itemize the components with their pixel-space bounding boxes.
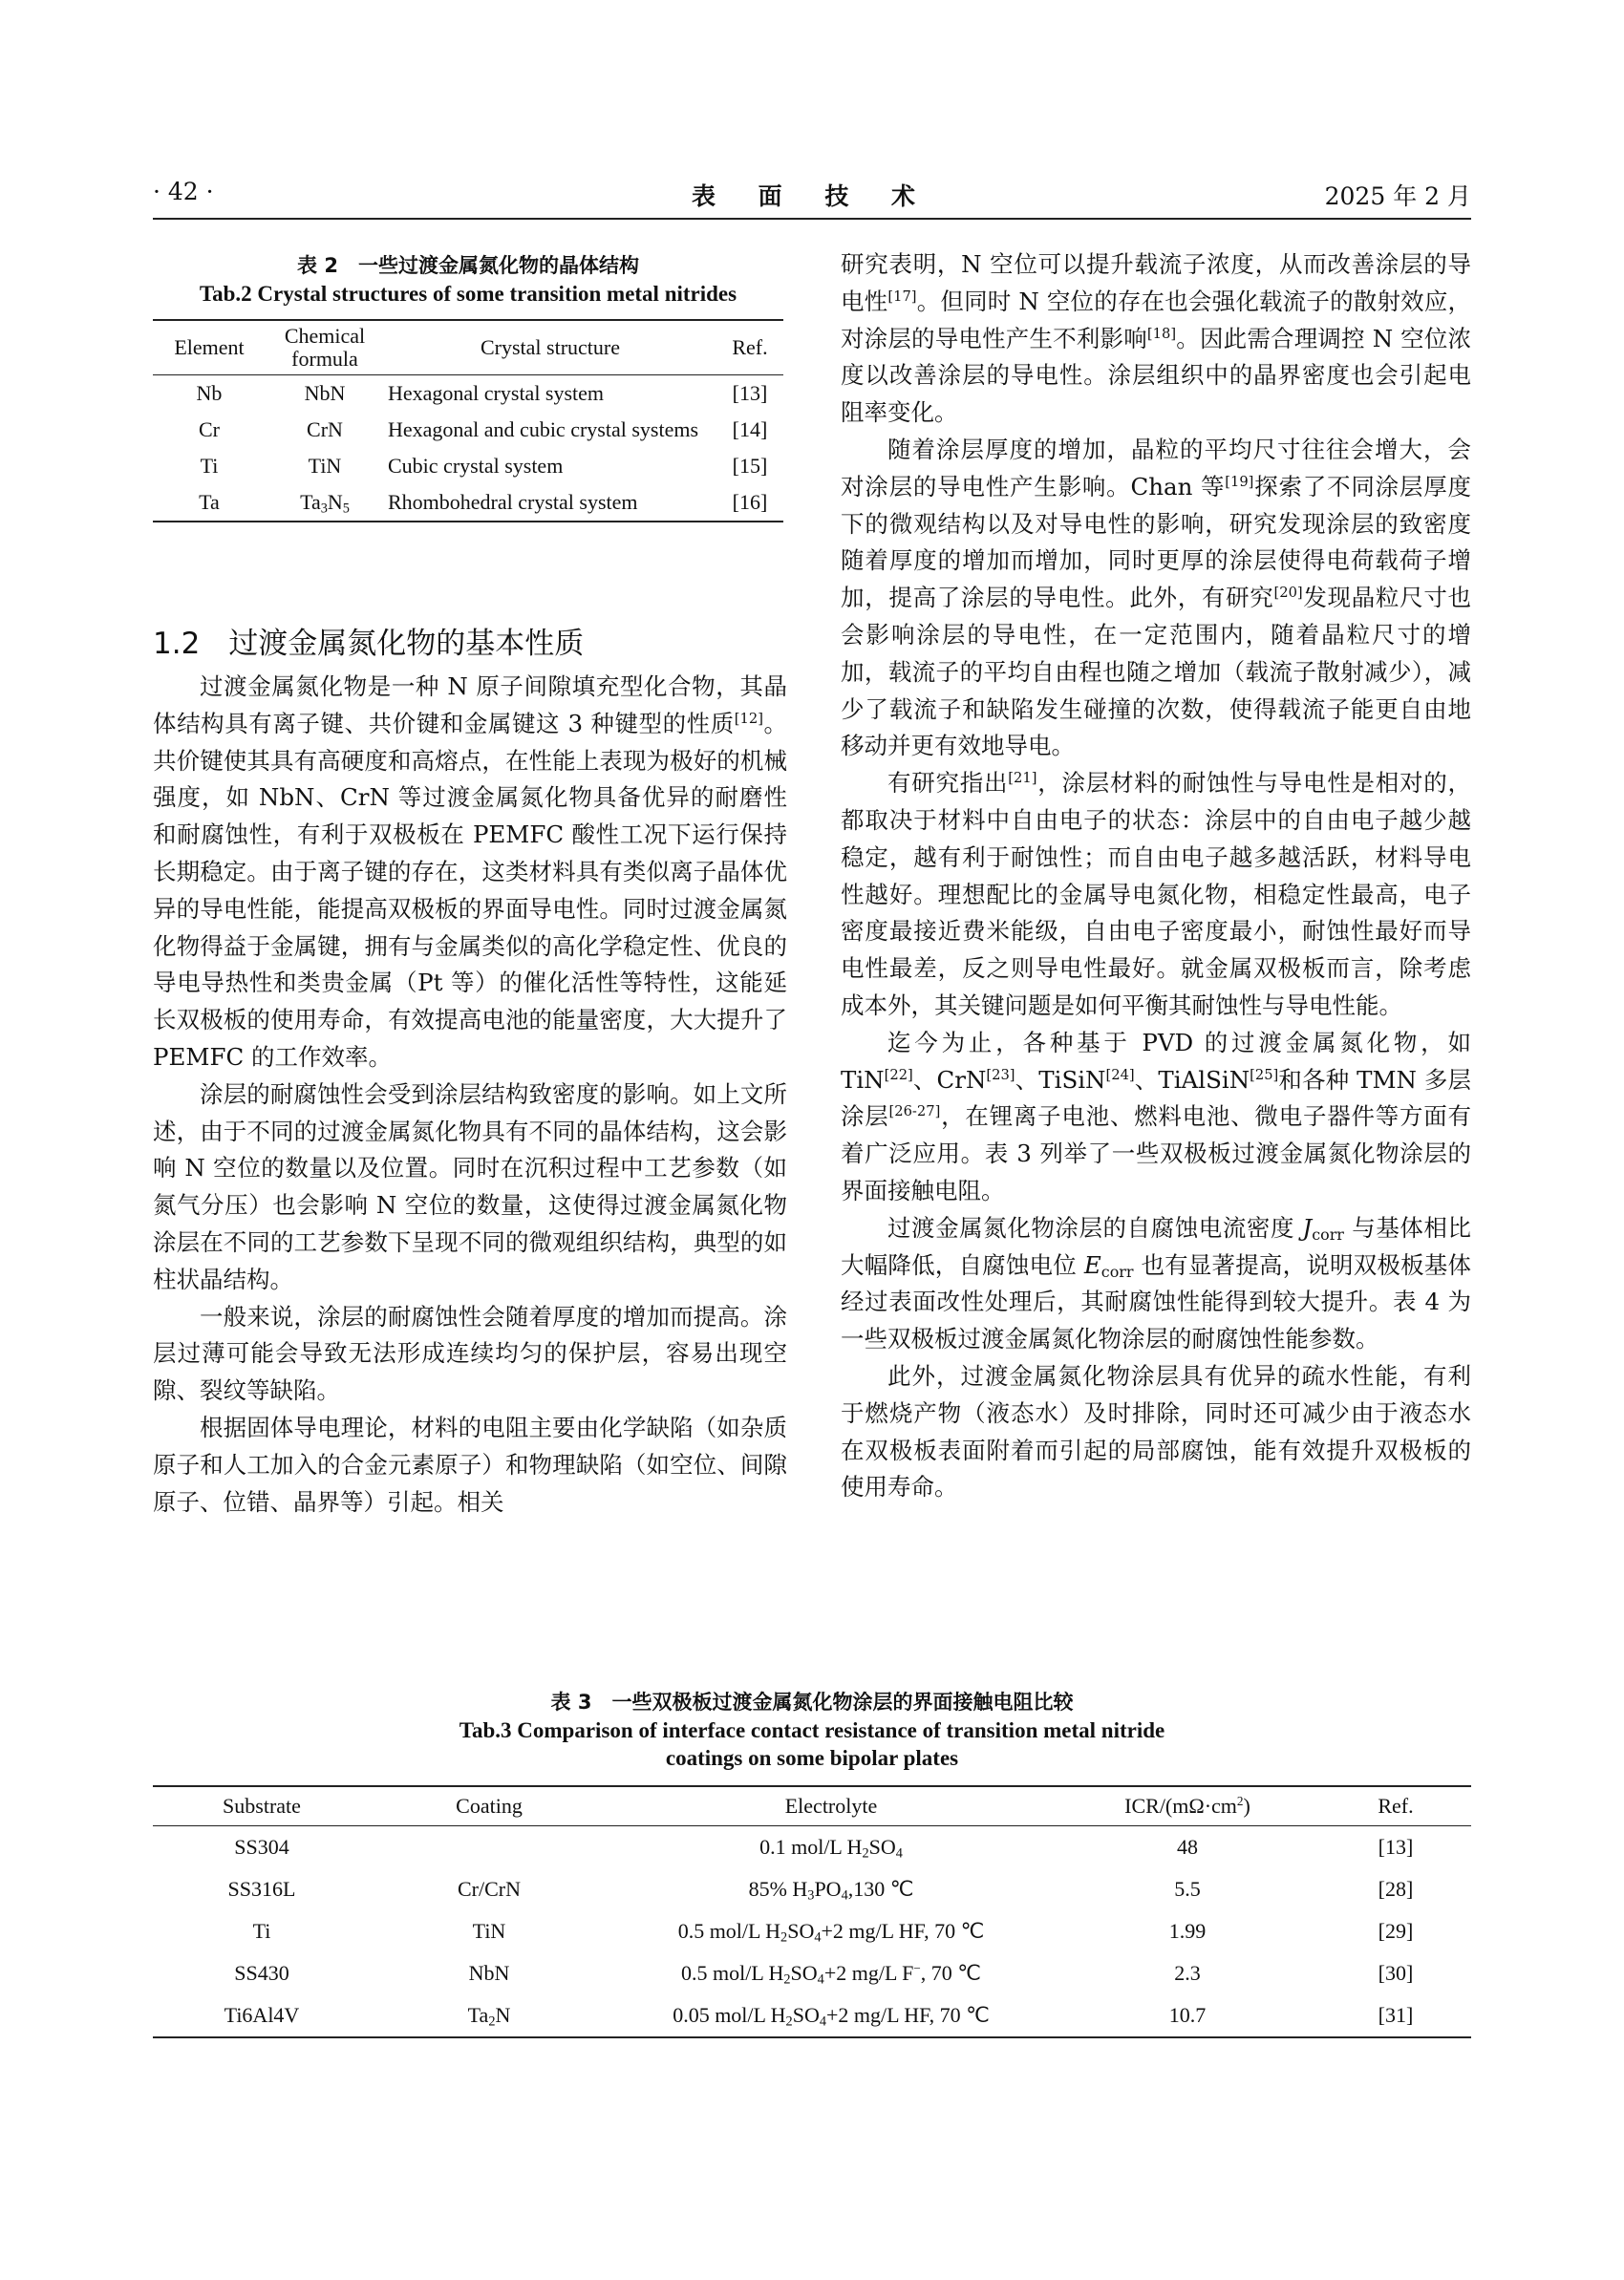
cell-coating: NbN	[468, 1961, 510, 1985]
cell-formula: NbN	[304, 381, 346, 405]
paragraph: 过渡金属氮化物涂层的自腐蚀电流密度 $J_{corr}$ 与基体相比大幅降低，自腐蚀电位 $E_{corr}$ 也有显著提高，说明双极板基体经过表面改性处理后，其耐腐蚀性能得到较大提升。表 4 为一些双极板过渡金属氮化物涂层的耐腐蚀性能参数。	[841, 1213, 1471, 1353]
table-3-caption-en-line-1: Tab.3 Comparison of interface contact resistance of transition metal nitride	[459, 1718, 1165, 1742]
cell-ref: [16]	[716, 484, 783, 522]
cell-electrolyte: 0.1 mol/L $H_2SO_4$	[759, 1835, 903, 1862]
cell-substrate: Ti6Al4V	[153, 1994, 371, 2037]
header-rule	[153, 218, 1471, 220]
cell-icr: 2.3	[1174, 1961, 1201, 1985]
table-3	[153, 1689, 1471, 2038]
citation: [20]	[1273, 585, 1303, 602]
paragraph: 迄今为止，各种基于 PVD 的过渡金属氮化物，如 TiN[22]、CrN[23]、TiSiN[24]、TiAlSiN[25]和各种 TMN 多层涂层[26-27]，在锂离子电池、燃料电池、微电子器件等方面有着广泛应用。表 3 列举了一些双极板过渡金属氮化物涂层的界面接触电阻。	[841, 1028, 1471, 1204]
table-2	[153, 252, 783, 522]
table-2-caption-en: Tab.2 Crystal structures of some transition metal nitrides	[199, 282, 737, 306]
paragraph: 过渡金属氮化物是一种 N 原子间隙填充型化合物，其晶体结构具有离子键、共价键和金属键这 3 种键型的性质[12]。共价键使其具有高硬度和高熔点，在性能上表现为极好的机械强度，如 NbN、CrN 等过渡金属氮化物具备优异的耐磨性和耐腐蚀性，有利于双极板在 PEMFC 酸性工况下运行保持长期稳定。由于离子键的存在，这类材料具有类似离子晶体优异的导电性能，能提高双极板的界面导电性。同时过渡金属氮化物得益于金属键，拥有与金属类似的高化学稳定性、优良的导电导热性和类贵金属（Pt 等）的催化活性等特性，这能延长双极板的使用寿命，有效提高电池的能量密度，大大提升了 PEMFC 的工作效率。	[153, 672, 788, 1071]
cell-icr: 1.99	[1168, 1919, 1207, 1943]
cell-ref: [31]	[1320, 1994, 1471, 2037]
section-heading	[153, 619, 584, 662]
table-row	[153, 448, 783, 484]
cell-structure: Rhombohedral crystal system	[384, 484, 716, 522]
citation: [23]	[986, 1066, 1015, 1083]
cell-ref: [28]	[1378, 1877, 1414, 1901]
cell-ref: [13]	[1378, 1835, 1414, 1859]
section-title: 过渡金属氮化物的基本性质	[228, 627, 585, 661]
table-2-grid	[153, 319, 783, 522]
cell-substrate: Ti	[252, 1919, 271, 1943]
col-header-formula: Chemical formula	[266, 320, 384, 375]
table-row	[153, 1910, 1471, 1952]
col-header-ref: Ref.	[716, 320, 783, 375]
table-header-row	[153, 1786, 1471, 1826]
cell-substrate: SS304	[234, 1835, 289, 1859]
paragraph: 涂层的耐腐蚀性会受到涂层结构致密度的影响。如上文所述，由于不同的过渡金属氮化物具有不同的晶体结构，这会影响 N 空位的数量以及位置。同时在沉积过程中工艺参数（如氮气分压）也会影响 N 空位的数量，这使得过渡金属氮化物涂层在不同的工艺参数下呈现不同的微观组织结构，典型的如柱状晶结构。	[153, 1079, 787, 1293]
table-row	[153, 1952, 1471, 1994]
col-header-icr: ICR/$(m\Omega\cdot cm^2)$	[1055, 1786, 1320, 1826]
journal-name: 表 面 技 术	[691, 182, 933, 210]
table-2-caption-cn: 表 2 一些过渡金属氮化物的晶体结构	[297, 254, 639, 277]
cell-structure: Hexagonal crystal system	[388, 381, 605, 405]
table-row	[153, 412, 783, 448]
cell-substrate: SS316L	[227, 1877, 296, 1901]
table-row	[153, 1826, 1471, 1869]
cell-electrolyte: 0.5 mol/L $H_2SO_4+2$ mg/L HF, 70 ℃	[677, 1919, 985, 1946]
citation: [22]	[884, 1066, 913, 1083]
col-header-coating: Coating	[371, 1786, 608, 1826]
cell-coating: Cr/CrN	[458, 1877, 521, 1901]
col-header-structure: Crystal structure	[384, 320, 716, 375]
cell-ref: [13]	[732, 381, 768, 405]
paragraph: 此外，过渡金属氮化物涂层具有优异的疏水性能，有利于燃烧产物（液态水）及时排除，同时还可减少由于液态水在双极板表面附着而引起的局部腐蚀，能有效提升双极板的使用寿命。	[841, 1361, 1471, 1502]
col-header-ref: Ref.	[1320, 1786, 1471, 1826]
paragraph: 根据固体导电理论，材料的电阻主要由化学缺陷（如杂质原子和人工加入的合金元素原子）和物理缺陷（如空位、间隙原子、位错、晶界等）引起。相关	[153, 1413, 787, 1516]
cell-electrolyte: 0.5 mol/L $H_2SO_4+2$ mg/L F−, 70 ℃	[681, 1961, 981, 1988]
cell-icr: 48	[1177, 1835, 1198, 1859]
cell-ref: [29]	[1378, 1919, 1414, 1943]
cell-formula: TiN	[308, 454, 342, 478]
table-row	[153, 1868, 1471, 1910]
cell-formula: CrN	[307, 417, 343, 441]
table-row	[153, 484, 783, 522]
table-3-caption-cn: 表 3 一些双极板过渡金属氮化物涂层的界面接触电阻比较	[550, 1691, 1074, 1714]
issue-date: 2025 年 2 月	[1324, 182, 1471, 210]
col-header-element: Element	[153, 320, 266, 375]
cell-ref: [30]	[1378, 1961, 1414, 1985]
cell-structure: Cubic crystal system	[388, 454, 564, 478]
cell-formula: $Ta_3N_5$	[266, 484, 384, 522]
cell-element: Ti	[200, 454, 219, 478]
table-3-caption-en-line-2: coatings on some bipolar plates	[665, 1746, 959, 1770]
cell-coating: $Ta_2N$	[371, 1994, 608, 2037]
running-header	[153, 178, 1471, 216]
cell-element: Cr	[199, 417, 220, 441]
cell-structure: Hexagonal and cubic crystal systems	[388, 417, 699, 441]
cell-substrate: SS430	[234, 1961, 289, 1985]
cell-coating: TiN	[472, 1919, 506, 1943]
section-number: 1.2	[153, 627, 201, 661]
cell-element: Nb	[196, 381, 223, 405]
citation: [19]	[1225, 473, 1254, 490]
right-column	[841, 246, 1471, 1506]
cell-ref: [14]	[732, 417, 768, 441]
citation: [17]	[887, 288, 917, 305]
left-column	[153, 669, 787, 1521]
paragraph: 一般来说，涂层的耐腐蚀性会随着厚度的增加而提高。涂层过薄可能会导致无法形成连续均匀的保护层，容易出现空隙、裂纹等缺陷。	[153, 1302, 787, 1405]
cell-icr: 5.5	[1174, 1877, 1201, 1901]
citation: [12]	[734, 710, 763, 727]
cell-icr: 10.7	[1055, 1994, 1320, 2037]
page-number: · 42 ·	[153, 178, 214, 205]
col-header-substrate: Substrate	[153, 1786, 371, 1826]
table-header-row	[153, 320, 783, 375]
paragraph: 研究表明，N 空位可以提升载流子浓度，从而改善涂层的导电性[17]。但同时 N 空位的存在也会强化载流子的散射效应，对涂层的导电性产生不利影响[18]。因此需合理调控 N 空位浓度以改善涂层的导电性。涂层组织中的晶界密度也会引起电阻率变化。	[841, 250, 1472, 427]
col-header-electrolyte: Electrolyte	[608, 1786, 1055, 1826]
table-row	[153, 375, 783, 413]
paragraph: 有研究指出[21]，涂层材料的耐蚀性与导电性是相对的，都取决于材料中自由电子的状态：涂层中的自由电子越少越稳定，越有利于耐蚀性；而自由电子越多越活跃，材料导电性越好。理想配比的金属导电氮化物，相稳定性最高，电子密度最接近费米能级，自由电子密度最小，耐蚀性最好而导电性最差，反之则导电性最好。就金属双极板而言，除考虑成本外，其关键问题是如何平衡其耐蚀性与导电性能。	[841, 769, 1472, 1019]
cell-coating	[371, 1826, 608, 1869]
paragraph: 随着涂层厚度的增加，晶粒的平均尺寸往往会增大，会对涂层的导电性产生影响。Chan 等[19]探索了不同涂层厚度下的微观结构以及对导电性的影响，研究发现涂层的致密度随着厚度的增加而增加，同时更厚的涂层使得电荷载荷子增加，提高了涂层的导电性。此外，有研究[20]发现晶粒尺寸也会影响涂层的导电性，在一定范围内，随着晶粒尺寸的增加，载流子的平均自由程也随之增加（载流子散射减少），减少了载流子和缺陷发生碰撞的次数，使得载流子能更自由地移动并更有效地导电。	[841, 435, 1472, 760]
citation: [26-27]	[888, 1103, 941, 1120]
cell-element: Ta	[153, 484, 266, 522]
cell-ref: [15]	[732, 454, 768, 478]
citation: [21]	[1008, 770, 1037, 787]
cell-electrolyte: 85% $H_3PO_4,130$ ℃	[748, 1877, 914, 1904]
cell-electrolyte: 0.05 mol/L $H_2SO_4+2$ mg/L HF, 70 ℃	[608, 1994, 1055, 2037]
table-row	[153, 1994, 1471, 2037]
citation: [18]	[1146, 325, 1177, 342]
citation: [24]	[1105, 1066, 1135, 1083]
table-3-grid	[153, 1785, 1471, 2038]
citation: [25]	[1250, 1066, 1279, 1083]
